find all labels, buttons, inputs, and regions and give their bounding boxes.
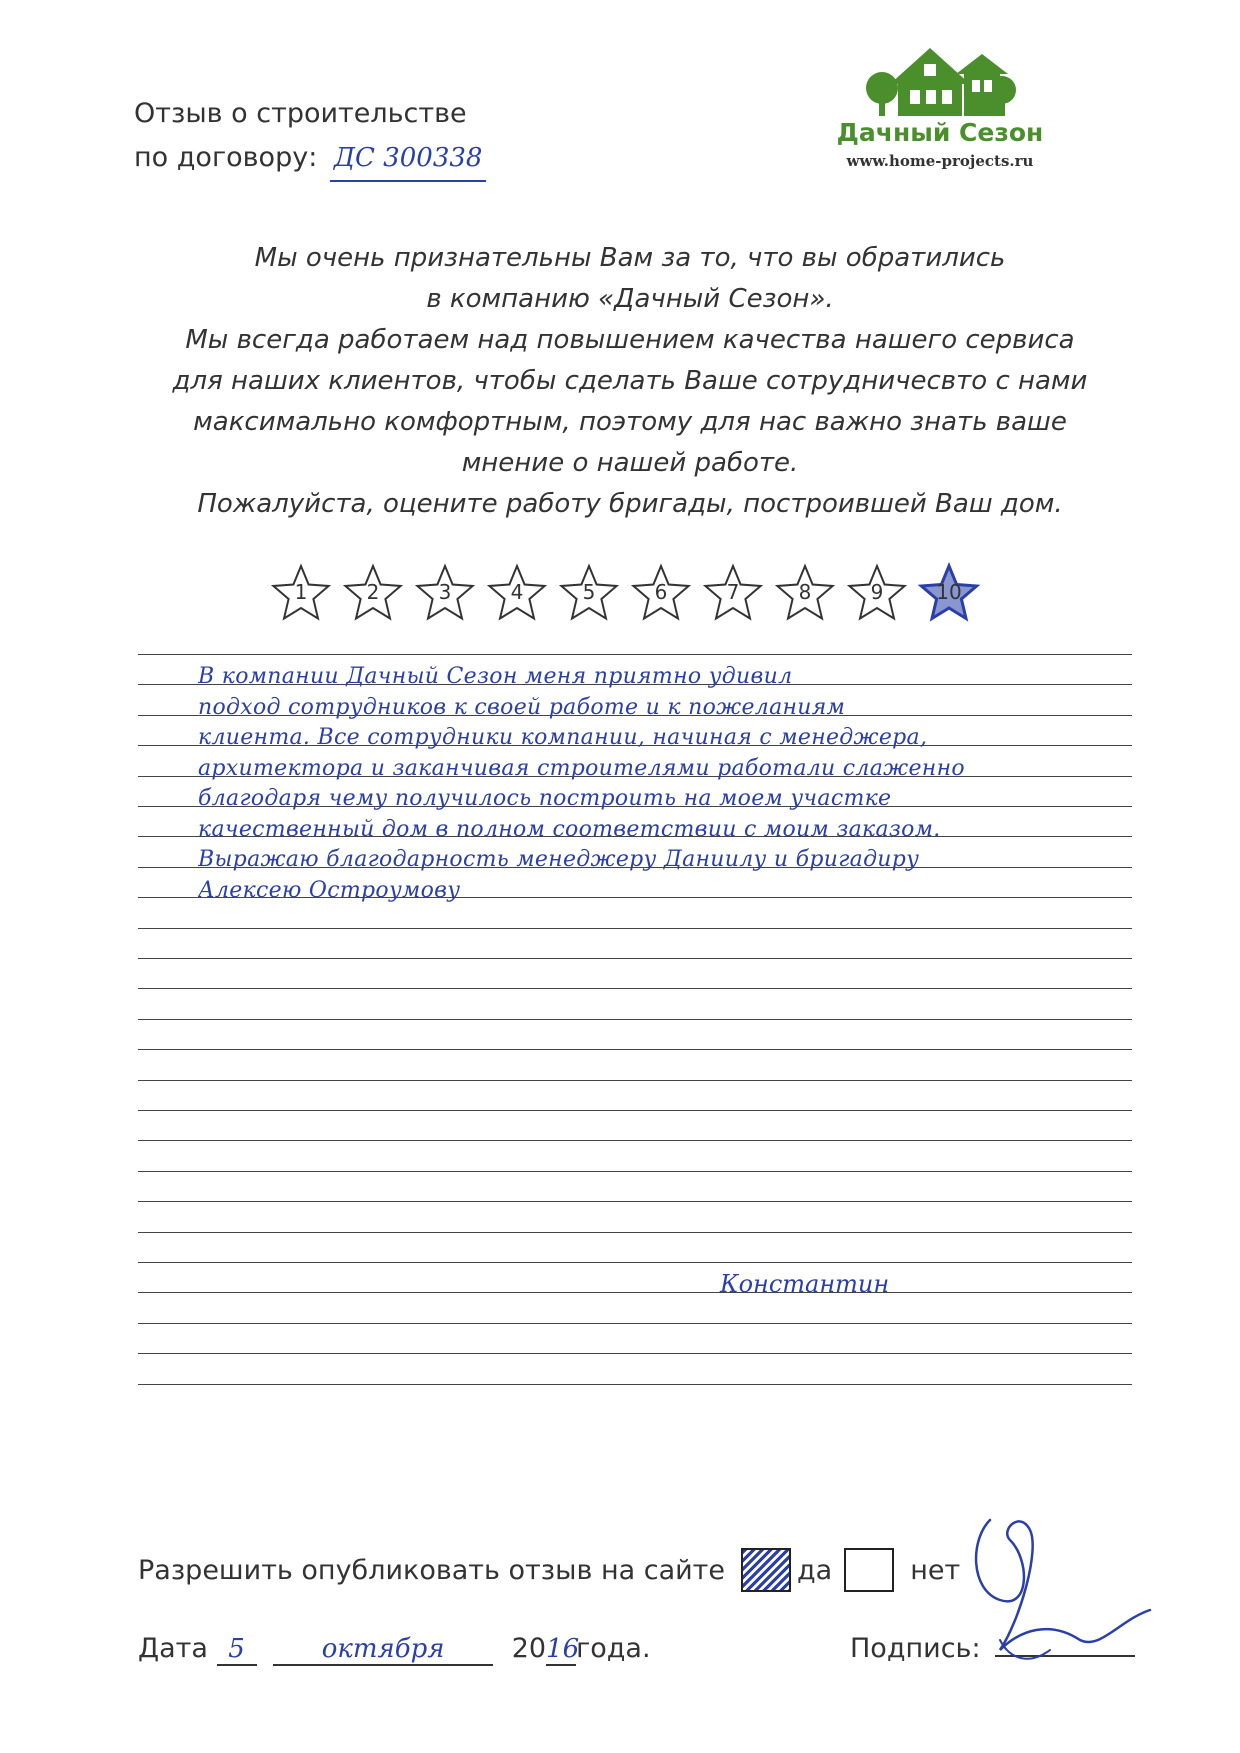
rating-star-4[interactable] <box>486 562 548 624</box>
house-logo-icon <box>860 44 1020 118</box>
review-line: клиента. Все сотрудники компании, начиная с менеджера, <box>198 725 928 750</box>
ruled-line <box>138 1140 1132 1141</box>
ruled-line <box>138 1080 1132 1081</box>
review-line: В компании Дачный Сезон меня приятно удивил <box>198 664 793 689</box>
ruled-line <box>138 1384 1132 1385</box>
publish-yes-label: да <box>797 1554 833 1586</box>
rating-star-5[interactable] <box>558 562 620 624</box>
intro-line: Мы всегда работаем над повышением качества нашего сервиса <box>185 325 1075 355</box>
rating-star-6[interactable] <box>630 562 692 624</box>
rating-star-9[interactable] <box>846 562 908 624</box>
date-suffix: года. <box>576 1633 651 1664</box>
intro-text <box>140 238 1120 525</box>
rating-star-number: 10 <box>936 580 962 604</box>
document-header <box>134 92 486 182</box>
ruled-line <box>138 928 1132 929</box>
rating-star-number: 4 <box>510 580 524 604</box>
publish-no-checkbox[interactable] <box>844 1548 894 1592</box>
date-year-suffix: 16 <box>546 1634 580 1664</box>
date-label: Дата <box>138 1633 208 1664</box>
date-row <box>138 1633 651 1666</box>
logo-brand: Дачный Сезон <box>836 118 1044 147</box>
rating-star-number: 6 <box>654 580 668 604</box>
review-line: архитектора и заканчивая строителями работали слаженно <box>198 755 965 781</box>
date-year-prefix: 20 <box>511 1633 547 1664</box>
publish-permission <box>138 1548 972 1592</box>
review-text <box>198 662 1098 906</box>
date-day: 5 <box>217 1634 257 1666</box>
review-line: Алексею Остроумову <box>198 877 461 903</box>
review-line: благодаря чему получилось построить на моем участке <box>198 786 892 811</box>
ruled-line <box>138 1353 1132 1354</box>
publish-label: Разрешить опубликовать отзыв на сайте <box>138 1554 725 1586</box>
contract-number: ДС 300338 <box>330 136 487 182</box>
rating-star-number: 5 <box>582 580 596 604</box>
ruled-line <box>138 1323 1132 1324</box>
ruled-line <box>138 1262 1132 1263</box>
rating-star-number: 3 <box>438 580 452 604</box>
signature-label: Подпись: <box>850 1633 981 1664</box>
date-month: октября <box>273 1634 493 1666</box>
ruled-line <box>138 958 1132 959</box>
rating-stars <box>270 562 980 624</box>
review-signoff: Константин <box>720 1270 890 1298</box>
intro-line: Мы очень признательны Вам за то, что вы обратились <box>254 243 1006 273</box>
header-title: Отзыв о строительстве <box>134 98 467 129</box>
ruled-line <box>138 1049 1132 1050</box>
rating-star-number: 9 <box>870 580 884 604</box>
company-logo <box>820 44 1060 174</box>
intro-line: для наших клиентов, чтобы сделать Ваше сотрудничесвто с нами <box>172 366 1088 396</box>
rating-star-number: 1 <box>294 580 308 604</box>
contract-line <box>134 136 486 182</box>
rating-star-10[interactable] <box>918 562 980 624</box>
rating-star-8[interactable] <box>774 562 836 624</box>
review-line: Выражаю благодарность менеджеру Даниилу и бригадиру <box>198 847 920 872</box>
ruled-line <box>138 1201 1132 1202</box>
publish-no-label: нет <box>910 1554 961 1586</box>
publish-yes-checkbox[interactable] <box>741 1548 791 1592</box>
rating-star-number: 2 <box>366 580 380 604</box>
rating-star-1[interactable] <box>270 562 332 624</box>
ruled-line <box>138 654 1132 655</box>
handwritten-signature <box>960 1500 1160 1680</box>
review-line: качественный дом в полном соответствии с моим заказом. <box>198 816 941 842</box>
ruled-line <box>138 1171 1132 1172</box>
ruled-line <box>138 1232 1132 1233</box>
rating-star-2[interactable] <box>342 562 404 624</box>
ruled-line <box>138 988 1132 989</box>
ruled-line <box>138 1110 1132 1111</box>
rating-star-7[interactable] <box>702 562 764 624</box>
intro-line: мнение о нашей работе. <box>461 448 799 478</box>
contract-label: по договору: <box>134 142 318 173</box>
logo-url: www.home-projects.ru <box>846 152 1034 170</box>
intro-line: Пожалуйста, оцените работу бригады, построившей Ваш дом. <box>197 489 1063 519</box>
rating-star-number: 8 <box>798 580 812 604</box>
rating-star-number: 7 <box>726 580 740 604</box>
rating-star-3[interactable] <box>414 562 476 624</box>
intro-line: максимально комфортным, поэтому для нас важно знать ваше <box>193 407 1067 437</box>
ruled-line <box>138 1019 1132 1020</box>
intro-line: в компанию «Дачный Сезон». <box>426 284 834 314</box>
review-line: подход сотрудников к своей работе и к пожеланиям <box>198 694 846 720</box>
ruled-line <box>138 1292 1132 1293</box>
